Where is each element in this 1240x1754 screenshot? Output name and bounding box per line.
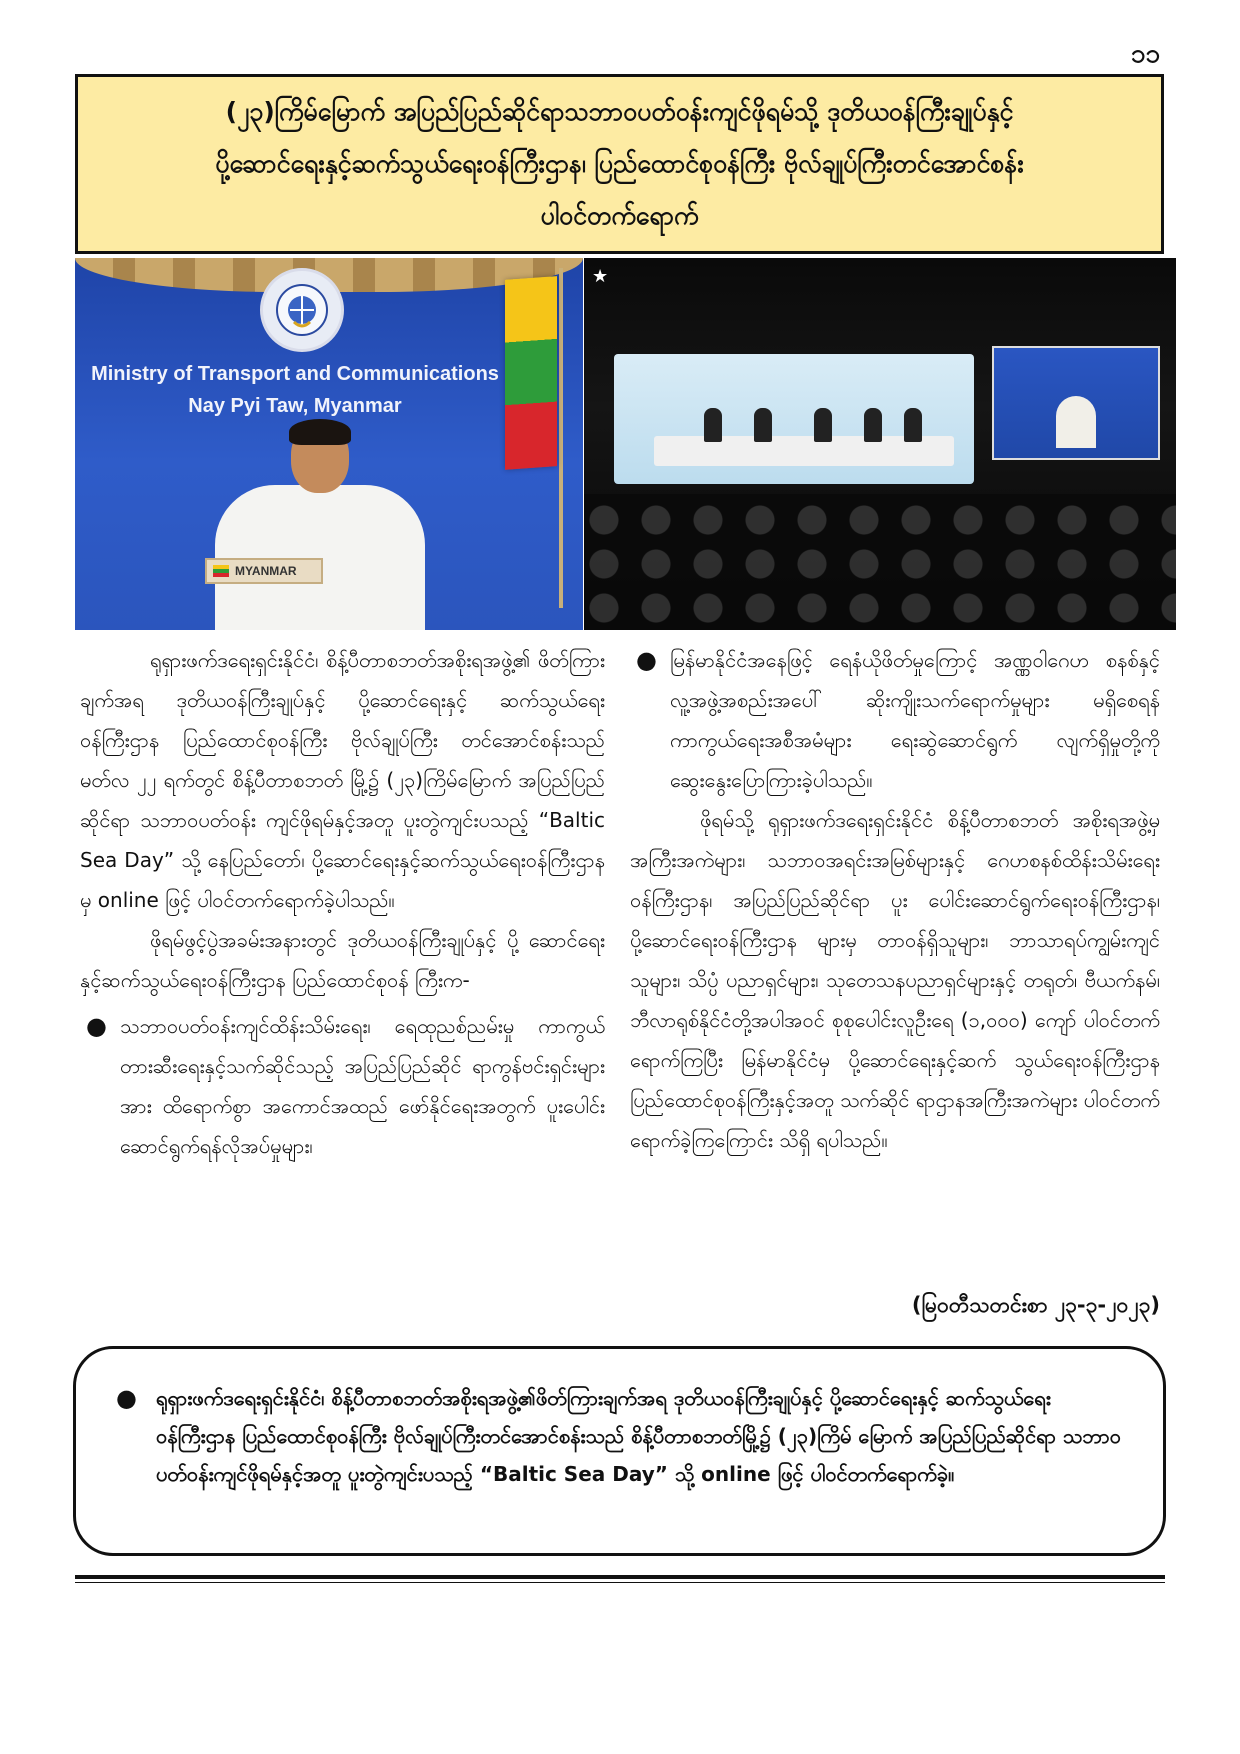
article-paragraph-3: ဖိုရမ်သို့ ရုရှားဖက်ဒရေးရှင်းနိုင်ငံ စိန့်ပီတာစဘတ် အစိုးရအဖွဲ့မှ အကြီးအကဲများ၊ သဘာဝအရင်းအမြစ်များနှင့် ဂေဟစနစ်ထိန်းသိမ်းရေးဝန်ကြီးဌာန၊ အပြည်ပြည်ဆိုင်ရာ ပူး ပေါင်းဆောင်ရွက်ရေးဝန်ကြီးဌာန၊ ပို့ဆောင်ရေးဝန်ကြီးဌာန များမှ တာဝန်ရှိသူများ၊ ဘာသာရပ်ကျွမ်းကျင်သူများ၊ သိပ္ပံ ပညာရှင်များ၊ သုတေသနပညာရှင်များနှင့် တရုတ်၊ ဗီယက်နမ်၊ ဘီလာရုစ်နိုင်ငံတို့အပါအဝင် စုစုပေါင်းလူဦးရေ (၁,၀၀၀) ကျော် ပါဝင်တက်ရောက်ကြပြီး မြန်မာနိုင်ငံမှ ပို့ဆောင်ရေးနှင့်ဆက် သွယ်ရေးဝန်ကြီးဌာန ပြည်ထောင်စုဝန်ကြီးနှင့်အတူ သက်ဆိုင် ရာဌာနအကြီးအကဲများ ပါဝင်တက်ရောက်ခဲ့ကြကြောင်း သိရှိ ရပါသည်။ [630,808,1160,1152]
star-icon: ★ [592,266,609,287]
flag-pole [559,268,563,608]
headline-line-1: (၂၃)ကြိမ်မြောက် အပြည်ပြည်ဆိုင်ရာသဘာဝပတ်ဝန်းကျင်ဖိုရမ်သို့ ဒုတိယဝန်ကြီးချုပ်နှင့် [225,97,1014,126]
name-plate [205,558,323,584]
headline-line-2: ပို့ဆောင်ရေးနှင့်ဆက်သွယ်ရေးဝန်ကြီးဌာန၊ ပြည်ထောင်စုဝန်ကြီး ဗိုလ်ချုပ်ကြီးတင်အောင်စန်း [215,149,1024,178]
panelist [864,408,882,442]
bullet-icon: ● [116,1384,137,1412]
video-screen [992,346,1160,460]
ministry-banner-text [75,358,515,422]
article-paragraph-2: ဖိုရမ်ဖွင့်ပွဲအခမ်းအနားတွင် ဒုတိယဝန်ကြီးချုပ်နှင့် ပို့ ဆောင်ရေးနှင့်ဆက်သွယ်ရေးဝန်ကြီးဌာန ပြည်ထောင်စုဝန် ကြီးက- [80,928,605,992]
summary-bullet [116,1379,1123,1493]
screen-speaker [1056,396,1096,448]
panelist [814,408,832,442]
speaker-figure [215,423,425,623]
ministry-banner-line-1: Ministry of Transport and Communications [91,363,499,385]
summary-box [73,1346,1166,1556]
bullet-icon: ● [636,646,657,674]
myanmar-flag-icon [505,276,557,470]
page-number: ၁၁ [1130,39,1160,69]
headline-box [75,74,1164,254]
bullet-icon: ● [86,1012,107,1040]
summary-text: ရုရှားဖက်ဒရေးရှင်းနိုင်ငံ၊ စိန့်ပီတာစဘတ်အစိုးရအဖွဲ့၏ဖိတ်ကြားချက်အရ ဒုတိယဝန်ကြီးချုပ်နှင့် ပို့ဆောင်ရေးနှင့် ဆက်သွယ်ရေးဝန်ကြီးဌာန ပြည်ထောင်စုဝန်ကြီး ဗိုလ်ချုပ်ကြီးတင်အောင်စန်းသည် စိန့်ပီတာစဘတ်မြို့၌ (၂၃)ကြိမ် မြောက် အပြည်ပြည်ဆိုင်ရာ သဘာဝပတ်ဝန်းကျင်ဖိုရမ်နှင့်အတူ ပူးတွဲကျင်းပသည့် “Baltic Sea Day” သို့ online ဖြင့် ပါဝင်တက်ရောက်ခဲ့။ [156,1386,1121,1486]
photo-forum-hall [584,258,1176,630]
speaker-hair [289,419,351,445]
headline-line-3: ပါဝင်တက်ရောက် [540,201,699,230]
panelist [754,408,772,442]
ministry-emblem-icon [260,268,344,352]
photo-minister-video-link [75,258,583,630]
panelist [704,408,722,442]
audience [584,494,1176,630]
ministry-banner-line-2: Nay Pyi Taw, Myanmar [188,395,402,417]
article-bullet-2 [630,640,1160,800]
right-column [630,640,1160,1160]
left-column [80,640,605,1166]
name-plate-text: MYANMAR [235,564,297,578]
article-paragraph-1: ရုရှားဖက်ဒရေးရှင်းနိုင်ငံ၊ စိန့်ပီတာစဘတ်အစိုးရအဖွဲ့၏ ဖိတ်ကြားချက်အရ ဒုတိယဝန်ကြီးချုပ်နှင့် ပို့ဆောင်ရေးနှင့် ဆက်သွယ်ရေးဝန်ကြီးဌာန ပြည်ထောင်စုဝန်ကြီး ဗိုလ်ချုပ်ကြီး တင်အောင်စန်းသည် မတ်လ ၂၂ ရက်တွင် စိန့်ပီတာစဘတ် မြို့၌ (၂၃)ကြိမ်မြောက် အပြည်ပြည်ဆိုင်ရာ သဘာဝပတ်ဝန်း ကျင်ဖိုရမ်နှင့်အတူ ပူးတွဲကျင်းပသည့် “Baltic Sea Day” သို့ နေပြည်တော်၊ ပို့ဆောင်ရေးနှင့်ဆက်သွယ်ရေးဝန်ကြီးဌာနမှ online ဖြင့် ပါဝင်တက်ရောက်ခဲ့ပါသည်။ [80,648,605,912]
bottom-rule [75,1575,1165,1579]
article-bullet-1-text: သဘာဝပတ်ဝန်းကျင်ထိန်းသိမ်းရေး၊ ရေထုညစ်ညမ်းမှု ကာကွယ်တားဆီးရေးနှင့်သက်ဆိုင်သည့် အပြည်ပြည်ဆိုင် ရာကွန်ဗင်းရှင်းများအား ထိရောက်စွာ အကောင်အထည် ဖော်နိုင်ရေးအတွက် ပူးပေါင်းဆောင်ရွက်ရန်လိုအပ်မှုများ၊ [120,1014,605,1158]
article-bullet-1 [80,1006,605,1166]
bottom-rule-thin [75,1582,1165,1583]
source-citation: (မြဝတီသတင်းစာ ၂၃-၃-၂၀၂၃) [911,1293,1160,1317]
article-bullet-2-text: မြန်မာနိုင်ငံအနေဖြင့် ရေနံယိုဖိတ်မှုကြောင့် အဏ္ဏဝါဂေဟ စနစ်နှင့် လူ့အဖွဲ့အစည်းအပေါ် ဆိုးကျိုးသက်ရောက်မှုများ မရှိစေရန် ကာကွယ်ရေးအစီအမံများ ရေးဆွဲဆောင်ရွက် လျက်ရှိမှုတို့ကို ဆွေးနွေးပြောကြားခဲ့ပါသည်။ [670,648,1160,792]
plate-flag-icon [213,565,229,577]
panelist [904,408,922,442]
